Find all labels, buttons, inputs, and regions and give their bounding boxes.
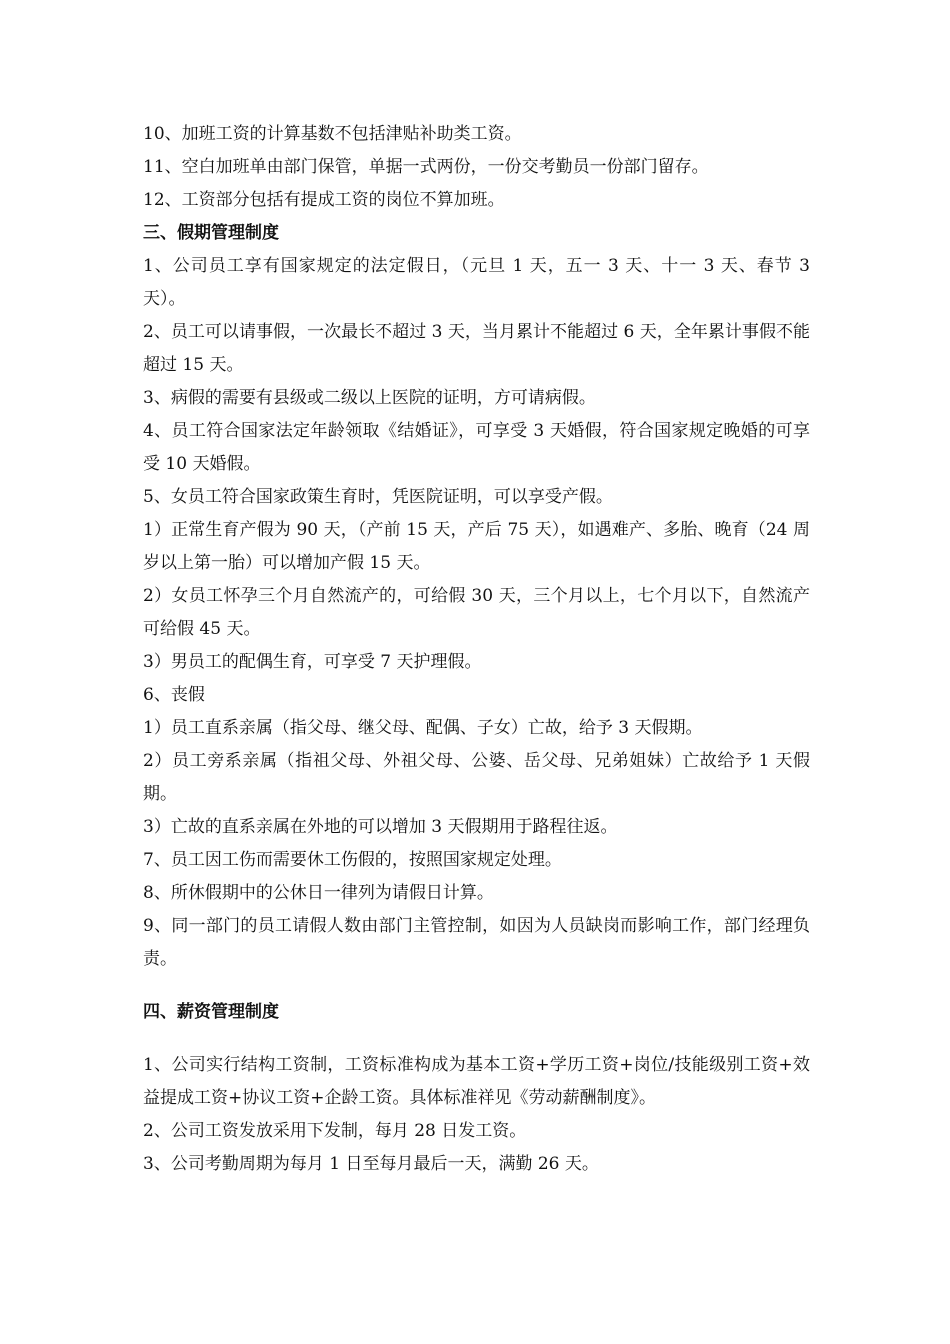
- salary-item-3: 3、公司考勤周期为每月 1 日至每月最后一天，满勤 26 天。: [143, 1154, 599, 1174]
- salary-section-heading: 四、薪资管理制度: [143, 1002, 279, 1022]
- leave-item-5-2: 2）女员工怀孕三个月自然流产的，可给假 30 天，三个月以上，七个月以下，自然流产可给假 45 天。: [143, 586, 810, 639]
- leave-item-5-3: 3）男员工的配偶生育，可享受 7 天护理假。: [143, 652, 482, 672]
- salary-item-1: 1、公司实行结构工资制，工资标准构成为基本工资+学历工资+岗位/技能级别工资+效益提成工资+协议工资+企龄工资。具体标准祥见《劳动薪酬制度》。: [143, 1055, 810, 1108]
- salary-item-2: 2、公司工资发放采用下发制，每月 28 日发工资。: [143, 1121, 527, 1141]
- leave-item-2: 2、员工可以请事假，一次最长不超过 3 天，当月累计不能超过 6 天，全年累计事假不能超过 15 天。: [143, 322, 810, 375]
- overtime-item-12: 12、工资部分包括有提成工资的岗位不算加班。: [143, 190, 505, 210]
- leave-item-3: 3、病假的需要有县级或二级以上医院的证明，方可请病假。: [143, 388, 596, 408]
- overtime-item-10: 10、加班工资的计算基数不包括津贴补助类工资。: [143, 124, 522, 144]
- leave-item-6: 6、丧假: [143, 685, 205, 705]
- leave-item-4: 4、员工符合国家法定年龄领取《结婚证》，可享受 3 天婚假，符合国家规定晚婚的可享受 10 天婚假。: [143, 421, 810, 474]
- leave-item-1: 1、公司员工享有国家规定的法定假日，（元旦 1 天，五一 3 天、十一 3 天、春节 3 天）。: [143, 256, 810, 309]
- leave-item-9: 9、同一部门的员工请假人数由部门主管控制，如因为人员缺岗而影响工作，部门经理负责。: [143, 916, 810, 969]
- section-spacer: [143, 976, 810, 996]
- leave-section-heading: 三、假期管理制度: [143, 223, 279, 243]
- leave-item-6-3: 3）亡故的直系亲属在外地的可以增加 3 天假期用于路程往返。: [143, 817, 618, 837]
- leave-item-5-1: 1）正常生育产假为 90 天，（产前 15 天，产后 75 天），如遇难产、多胎、晚育（24 周岁以上第一胎）可以增加产假 15 天。: [143, 520, 810, 573]
- leave-item-6-2: 2）员工旁系亲属（指祖父母、外祖父母、公婆、岳父母、兄弟姐妹）亡故给予 1 天假期。: [143, 751, 810, 804]
- leave-item-6-1: 1）员工直系亲属（指父母、继父母、配偶、子女）亡故，给予 3 天假期。: [143, 718, 703, 738]
- leave-item-7: 7、员工因工伤而需要休工伤假的，按照国家规定处理。: [143, 850, 562, 870]
- section-spacer: [143, 1029, 810, 1049]
- overtime-item-11: 11、空白加班单由部门保管，单据一式两份，一份交考勤员一份部门留存。: [143, 157, 709, 177]
- document-body: [143, 118, 810, 1181]
- leave-item-8: 8、所休假期中的公休日一律列为请假日计算。: [143, 883, 494, 903]
- leave-item-5: 5、女员工符合国家政策生育时，凭医院证明，可以享受产假。: [143, 487, 613, 507]
